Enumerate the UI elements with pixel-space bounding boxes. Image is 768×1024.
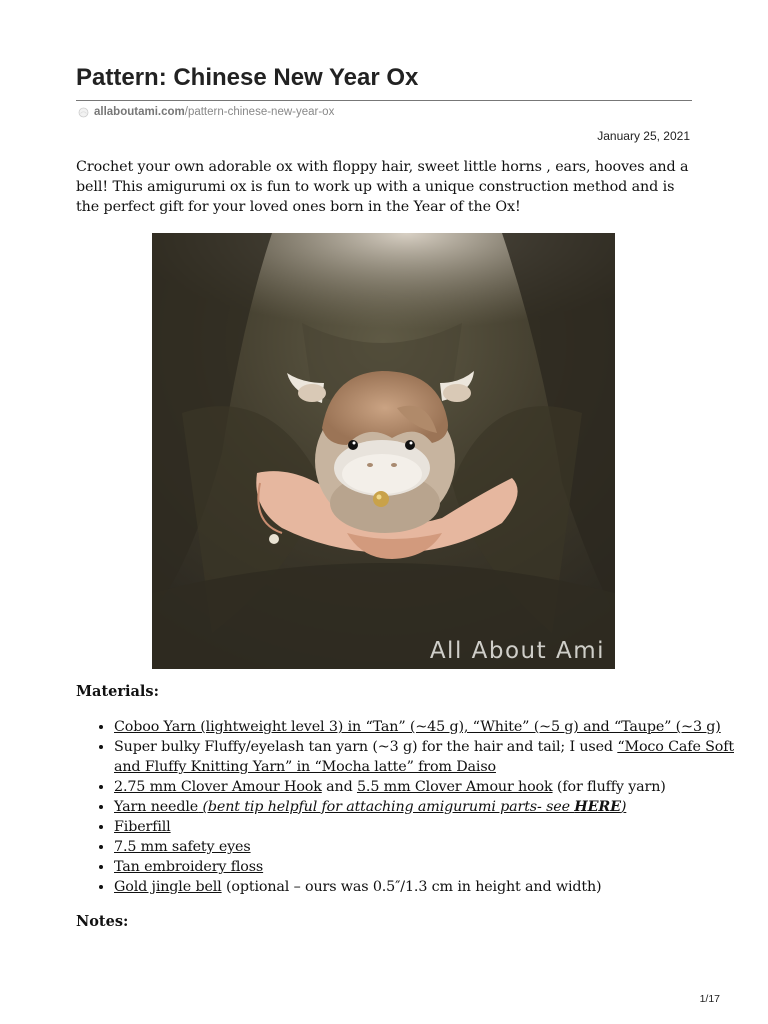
yarn-needle-note bbox=[198, 799, 626, 815]
note-text: (bent tip helpful for attaching amigurumi parts- see bbox=[198, 799, 575, 815]
page-number: 1/17 bbox=[699, 993, 720, 1005]
list-item bbox=[114, 877, 754, 897]
page-title: Pattern: Chinese New Year Ox bbox=[76, 64, 419, 91]
hook-55-link[interactable]: 5.5 mm Clover Amour hook bbox=[356, 779, 553, 795]
yarn-needle-link[interactable] bbox=[114, 799, 626, 815]
materials-heading: Materials: bbox=[76, 683, 159, 700]
list-item bbox=[114, 837, 754, 857]
photo-watermark: All About Ami bbox=[429, 638, 605, 664]
fiberfill-link[interactable]: Fiberfill bbox=[114, 819, 171, 835]
publish-date: January 25, 2021 bbox=[597, 129, 690, 143]
intro-paragraph: Crochet your own adorable ox with floppy hair, sweet little horns , ears, hooves and a bell! This amigurumi ox is fun to work up with a unique construction method and is the perfect gift for your loved ones born in the Year of the Ox! bbox=[76, 159, 689, 215]
list-item-text: Super bulky Fluffy/eyelash tan yarn (~3 g) for the hair and tail; I used bbox=[114, 739, 618, 755]
list-item-text: (for fluffy yarn) bbox=[552, 779, 666, 795]
moco-cafe-yarn-link[interactable]: “Moco Cafe Soft and Fluffy Knitting Yarn” in “Mocha latte” from Daiso bbox=[114, 739, 734, 775]
source-path: /pattern-chinese-new-year-ox bbox=[184, 106, 335, 118]
source-domain: allaboutami.com bbox=[94, 106, 185, 118]
list-item bbox=[114, 777, 754, 797]
list-item bbox=[114, 717, 754, 737]
list-item bbox=[114, 817, 754, 837]
hero-photo bbox=[152, 233, 615, 669]
jingle-bell-link[interactable]: Gold jingle bell bbox=[114, 879, 222, 895]
ox-amigurumi-photo bbox=[152, 233, 615, 669]
safety-eyes-link[interactable]: 7.5 mm safety eyes bbox=[114, 839, 251, 855]
materials-list bbox=[76, 717, 754, 897]
coboo-yarn-link[interactable]: Coboo Yarn (lightweight level 3) in “Tan” (~45 g), “White” (~5 g) and “Taupe” (~3 g) bbox=[114, 719, 721, 735]
embroidery-floss-link[interactable]: Tan embroidery floss bbox=[114, 859, 264, 875]
site-favicon-icon bbox=[78, 107, 89, 118]
list-item bbox=[114, 797, 754, 817]
here-link[interactable]: HERE bbox=[574, 799, 621, 815]
list-item-text: and bbox=[321, 779, 357, 795]
yarn-needle-label: Yarn needle bbox=[114, 799, 199, 815]
note-close: ) bbox=[620, 799, 627, 815]
notes-heading: Notes: bbox=[76, 913, 129, 930]
list-item bbox=[114, 737, 754, 777]
source-url[interactable] bbox=[78, 106, 334, 118]
list-item-text: (optional – ours was 0.5″/1.3 cm in height and width) bbox=[221, 879, 602, 895]
list-item bbox=[114, 857, 754, 877]
title-divider bbox=[76, 100, 692, 101]
hook-275-link[interactable]: 2.75 mm Clover Amour Hook bbox=[114, 779, 322, 795]
